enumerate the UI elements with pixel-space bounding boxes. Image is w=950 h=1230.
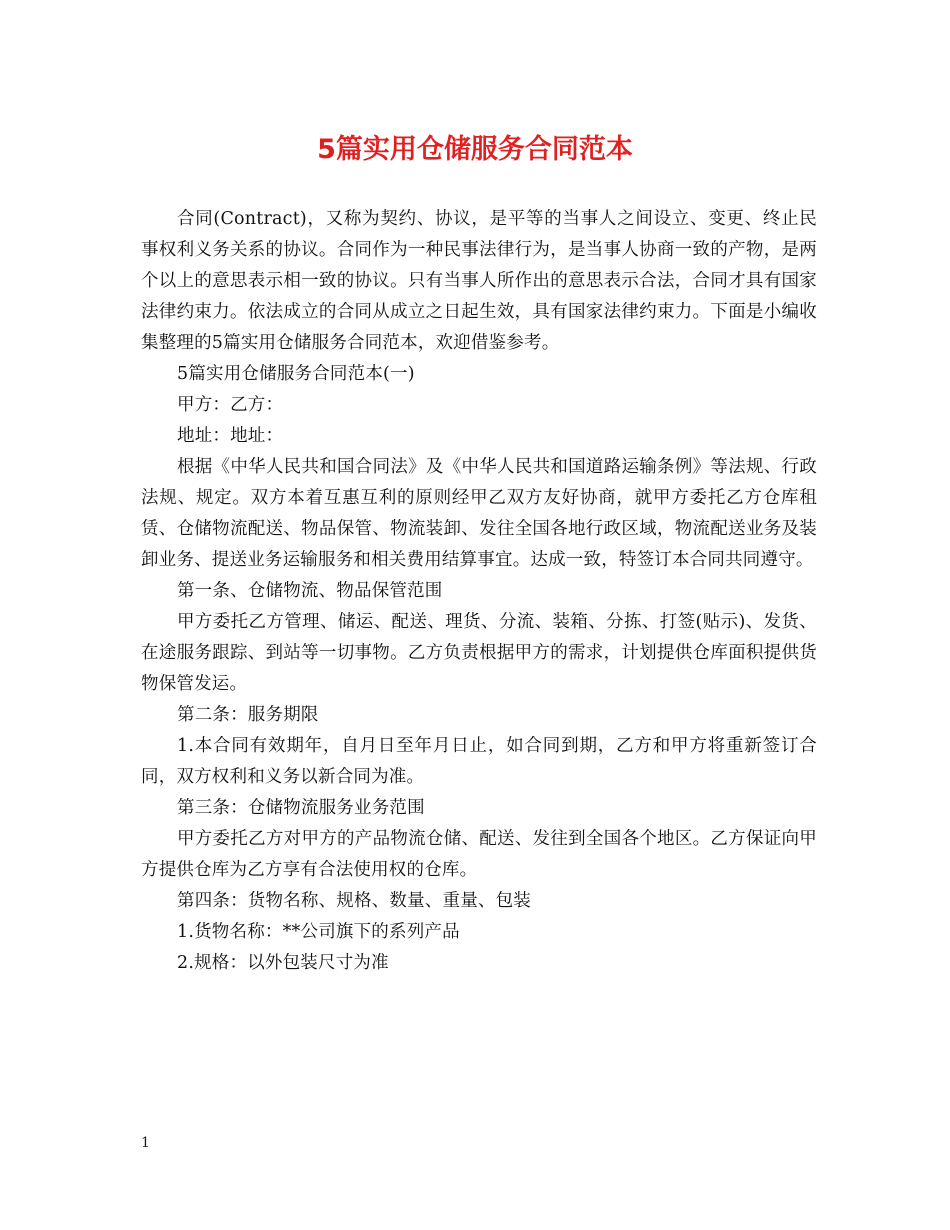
document-body — [141, 204, 817, 979]
article-3-heading: 第三条：仓储物流服务业务范围 — [177, 798, 425, 818]
article-2-paragraph: 1.本合同有效期年，自月日至年月日止，如合同到期，乙方和甲方将重新签订合同，双方权利和义务以新合同为准。 — [141, 736, 817, 787]
article-4-heading: 第四条：货物名称、规格、数量、重量、包装 — [177, 891, 531, 911]
page-number: 1 — [141, 1135, 150, 1151]
section-heading: 5篇实用仓储服务合同范本(一) — [177, 364, 415, 384]
article-2-heading: 第二条：服务期限 — [177, 705, 319, 725]
article-3-paragraph: 甲方委托乙方对甲方的产品物流仓储、配送、发往到全国各个地区。乙方保证向甲方提供仓库为乙方享有合法使用权的仓库。 — [141, 829, 817, 880]
document-title: 5篇实用仓储服务合同范本 — [317, 134, 633, 165]
article-4-item-1: 1.货物名称：**公司旗下的系列产品 — [177, 922, 460, 942]
address-line: 地址：地址： — [177, 426, 284, 446]
article-1-heading: 第一条、仓储物流、物品保管范围 — [177, 581, 443, 601]
article-4-item-2: 2.规格：以外包装尺寸为准 — [177, 953, 389, 973]
party-line: 甲方：乙方： — [177, 395, 284, 415]
article-1-paragraph: 甲方委托乙方管理、储运、配送、理货、分流、装箱、分拣、打签(贴示)、发货、在途服务跟踪、到站等一切事物。乙方负责根据甲方的需求，计划提供仓库面积提供货物保管发运。 — [141, 612, 817, 694]
intro-paragraph: 合同(Contract)，又称为契约、协议，是平等的当事人之间设立、变更、终止民事权利义务关系的协议。合同作为一种民事法律行为，是当事人协商一致的产物，是两个以上的意思表示相一致的协议。只有当事人所作出的意思表示合法，合同才具有国家法律约束力。依法成立的合同从成立之日起生效，具有国家法律约束力。下面是小编收集整理的5篇实用仓储服务合同范本，欢迎借鉴参考。 — [141, 209, 817, 353]
basis-paragraph: 根据《中华人民共和国合同法》及《中华人民共和国道路运输条例》等法规、行政法规、规定。双方本着互惠互利的原则经甲乙双方友好协商，就甲方委托乙方仓库租赁、仓储物流配送、物品保管、物流装卸、发往全国各地行政区域，物流配送业务及装卸业务、提送业务运输服务和相关费用结算事宜。达成一致，特签订本合同共同遵守。 — [141, 457, 817, 570]
